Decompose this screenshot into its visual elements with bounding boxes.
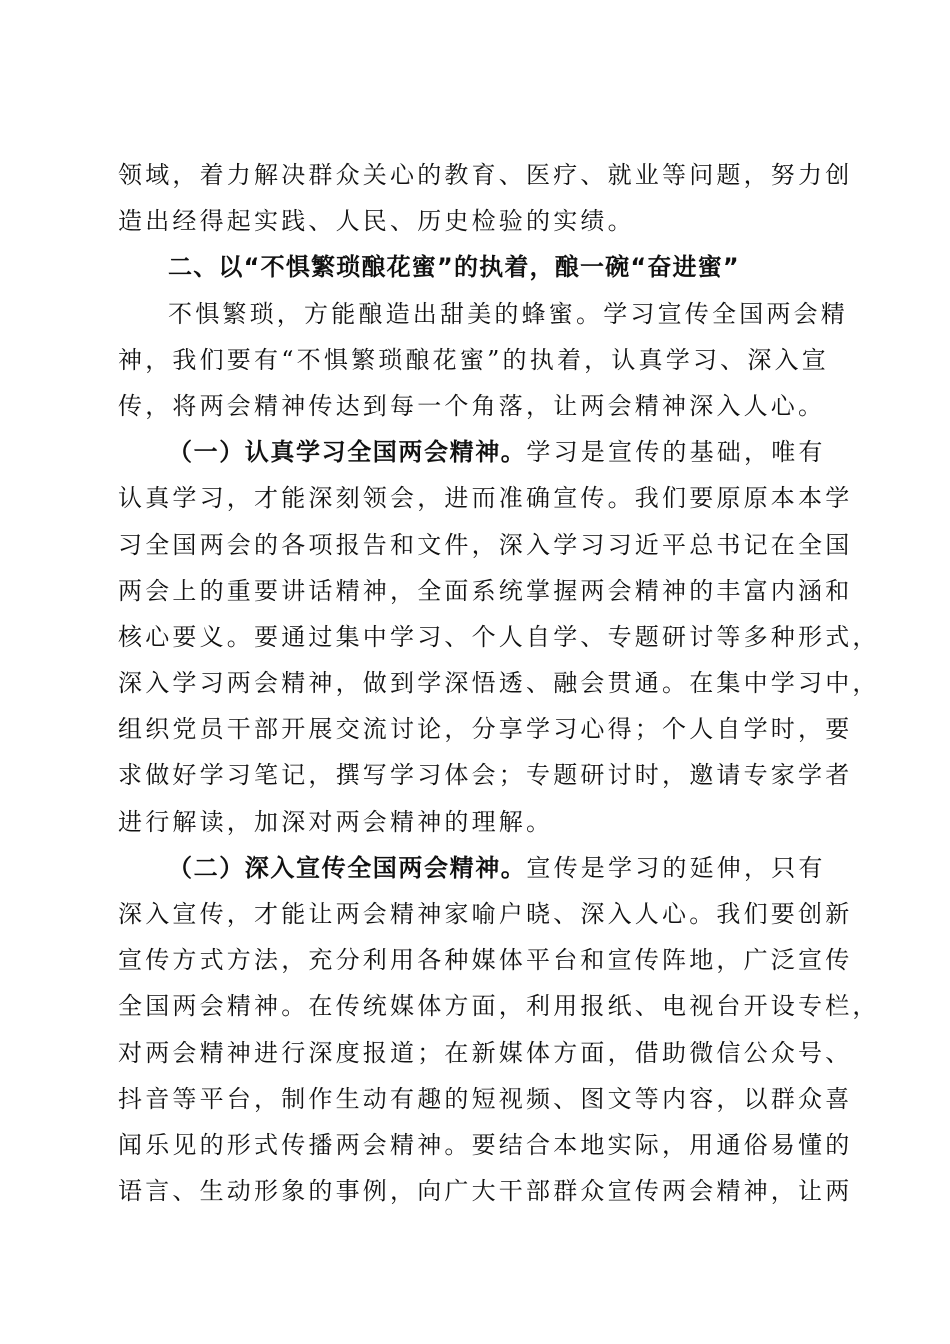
- paragraph-line: 习全国两会的各项报告和文件，深入学习习近平总书记在全国: [118, 530, 853, 559]
- paragraph-line: 进行解读，加深对两会精神的理解。: [118, 807, 554, 836]
- paragraph-line: 全国两会精神。在传统媒体方面，利用报纸、电视台开设专栏，: [118, 992, 880, 1021]
- paragraph-line: 两会上的重要讲话精神，全面系统掌握两会精神的丰富内涵和: [118, 576, 853, 605]
- subsection-first-line-text: 宣传是学习的延伸，只有: [526, 853, 826, 882]
- paragraph-line: 深入学习两会精神，做到学深悟透、融会贯通。在集中学习中，: [118, 669, 880, 698]
- paragraph-line: 组织党员干部开展交流讨论，分享学习心得；个人自学时，要: [118, 715, 853, 744]
- document-body: [118, 152, 880, 1214]
- paragraph-line: 抖音等平台，制作生动有趣的短视频、图文等内容，以群众喜: [118, 1084, 853, 1113]
- paragraph-line: 造出经得起实践、人民、历史检验的实绩。: [118, 207, 635, 236]
- subsection-title: （二）深入宣传全国两会精神。: [168, 853, 527, 882]
- paragraph-line: 领域，着力解决群众关心的教育、医疗、就业等问题，努力创: [118, 161, 853, 189]
- subsection-title: （一）认真学习全国两会精神。: [168, 438, 527, 467]
- section-heading: 二、以“不惧繁琐酿花蜜”的执着，酿一碗“奋进蜜”: [168, 253, 740, 282]
- paragraph-line: 不惧繁琐，方能酿造出甜美的蜂蜜。学习宣传全国两会精: [168, 299, 848, 328]
- paragraph-line: 传，将两会精神传达到每一个角落，让两会精神深入人心。: [118, 391, 826, 420]
- paragraph-line: 语言、生动形象的事例，向广大干部群众宣传两会精神，让两: [118, 1177, 853, 1206]
- subsection-first-line: [118, 429, 832, 475]
- subsection-first-line-text: 学习是宣传的基础，唯有: [526, 438, 826, 467]
- paragraph-line: 宣传方式方法，充分利用各种媒体平台和宣传阵地，广泛宣传: [118, 946, 853, 975]
- paragraph-line: 求做好学习笔记，撰写学习体会；专题研讨时，邀请专家学者: [118, 761, 853, 790]
- paragraph-line: 核心要义。要通过集中学习、个人自学、专题研讨等多种形式，: [118, 622, 880, 651]
- paragraph-line: 神，我们要有“不惧繁琐酿花蜜”的执着，认真学习、深入宣: [118, 345, 829, 374]
- paragraph-line: 深入宣传，才能让两会精神家喻户晓、深入人心。我们要创新: [118, 900, 853, 928]
- subsection-first-line: [118, 845, 832, 891]
- paragraph-line: 闻乐见的形式传播两会精神。要结合本地实际，用通俗易懂的: [118, 1130, 853, 1159]
- paragraph-line: 认真学习，才能深刻领会，进而准确宣传。我们要原原本本学: [118, 484, 853, 513]
- paragraph-line: 对两会精神进行深度报道；在新媒体方面，借助微信公众号、: [118, 1038, 853, 1067]
